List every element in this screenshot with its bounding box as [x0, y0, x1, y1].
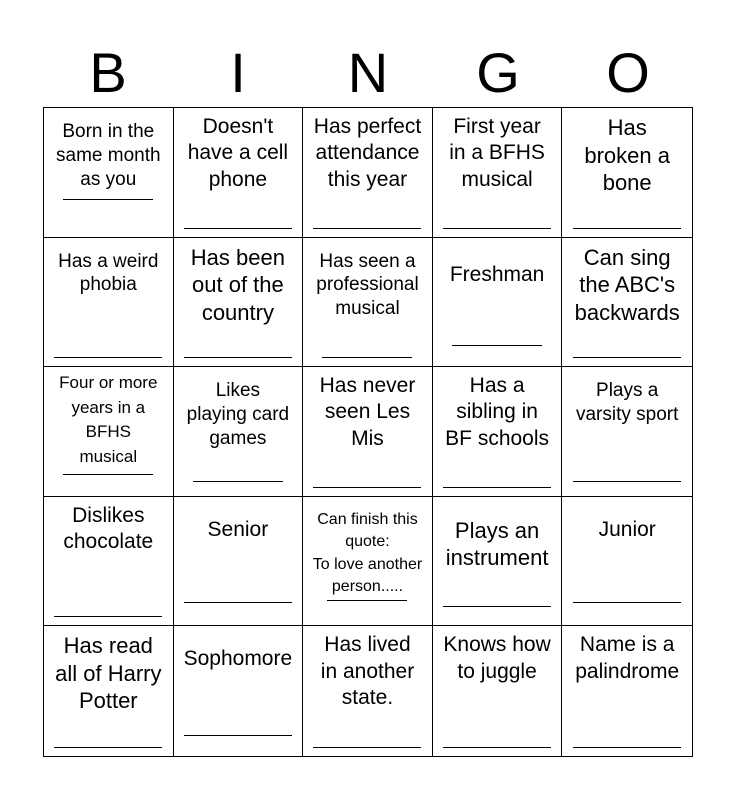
bingo-cell[interactable] — [433, 626, 563, 756]
fill-in-line — [322, 357, 412, 358]
fill-in-line — [573, 747, 681, 748]
bingo-cell[interactable] — [433, 497, 563, 627]
fill-in-line — [452, 345, 542, 346]
fill-in-line — [54, 616, 162, 617]
fill-in-line — [193, 481, 283, 482]
bingo-cell[interactable] — [44, 238, 174, 368]
bingo-cell[interactable] — [562, 367, 692, 497]
cell-text: Has perfect attendance this year — [313, 115, 422, 191]
cell-text: Has read all of Harry Potter — [55, 633, 162, 714]
fill-in-line — [184, 735, 292, 736]
cell-text: Born in the same month as you — [56, 121, 161, 190]
bingo-cell[interactable] — [303, 238, 433, 368]
cell-text: Senior — [207, 517, 269, 541]
cell-text: Junior — [598, 517, 656, 541]
bingo-cell[interactable] — [174, 497, 304, 627]
bingo-cell[interactable] — [44, 497, 174, 627]
header-letter-n: N — [347, 41, 389, 104]
bingo-cell[interactable] — [562, 626, 692, 756]
fill-in-line — [184, 602, 292, 603]
cell-text: Plays a varsity sport — [575, 380, 679, 425]
fill-in-line — [313, 228, 421, 229]
fill-in-line — [573, 481, 681, 482]
fill-in-line — [54, 747, 162, 748]
cell-text: Name is a palindrome — [575, 633, 680, 683]
fill-in-line — [54, 357, 162, 358]
cell-text: Has lived in another state. — [320, 633, 415, 709]
fill-in-line — [313, 747, 421, 748]
bingo-cell[interactable] — [44, 108, 174, 238]
fill-in-line — [313, 487, 421, 488]
bingo-cell[interactable] — [303, 367, 433, 497]
cell-text: Dislikes chocolate — [63, 503, 154, 554]
fill-in-line — [63, 474, 153, 475]
bingo-cell[interactable] — [433, 108, 563, 238]
header-letter-o: O — [606, 41, 650, 104]
cell-text: Has never seen Les Mis — [319, 374, 416, 450]
bingo-cell[interactable] — [303, 626, 433, 756]
bingo-cell[interactable] — [303, 108, 433, 238]
bingo-cell[interactable] — [303, 497, 433, 627]
fill-in-line — [184, 357, 292, 358]
fill-in-line — [443, 747, 551, 748]
cell-text: Four or more years in a BFHS musical — [59, 373, 158, 467]
fill-in-line — [443, 228, 551, 229]
cell-text: First year in a BFHS musical — [449, 115, 545, 191]
bingo-header — [43, 40, 693, 106]
bingo-cell[interactable] — [174, 238, 304, 368]
fill-in-line — [184, 228, 292, 229]
bingo-cell[interactable] — [44, 626, 174, 756]
fill-in-line — [63, 199, 153, 200]
fill-in-line — [573, 602, 681, 603]
bingo-cell[interactable] — [44, 367, 174, 497]
bingo-cell[interactable] — [562, 238, 692, 368]
bingo-cell[interactable] — [174, 108, 304, 238]
cell-text: Has a weird phobia — [58, 250, 159, 296]
fill-in-line — [327, 600, 407, 601]
fill-in-line — [573, 357, 681, 358]
bingo-cell[interactable] — [562, 497, 692, 627]
fill-in-line — [443, 606, 551, 607]
header-letter-g: G — [476, 41, 520, 104]
bingo-cell[interactable] — [562, 108, 692, 238]
fill-in-line — [443, 487, 551, 488]
cell-text: Has broken a bone — [584, 115, 670, 195]
bingo-cell[interactable] — [174, 626, 304, 756]
bingo-cell[interactable] — [433, 367, 563, 497]
cell-text: Can finish this quote: To love another person..... — [312, 510, 423, 595]
cell-text: Has a sibling in BF schools — [445, 374, 550, 450]
cell-text: Has been out of the country — [190, 244, 285, 325]
bingo-cell[interactable] — [174, 367, 304, 497]
cell-text: Freshman — [449, 262, 545, 286]
bingo-cell[interactable] — [433, 238, 563, 368]
bingo-grid — [43, 107, 693, 757]
cell-text: Has seen a professional musical — [316, 250, 419, 320]
header-letter-b: B — [89, 41, 127, 104]
cell-text: Doesn't have a cell phone — [187, 115, 289, 191]
cell-text: Likes playing card games — [186, 380, 290, 449]
fill-in-line — [573, 228, 681, 229]
cell-text: Can sing the ABC's backwards — [574, 244, 680, 325]
cell-text: Plays an instrument — [445, 517, 549, 571]
cell-text: Sophomore — [183, 647, 293, 671]
header-letter-i: I — [230, 41, 246, 104]
cell-text: Knows how to juggle — [443, 633, 551, 683]
